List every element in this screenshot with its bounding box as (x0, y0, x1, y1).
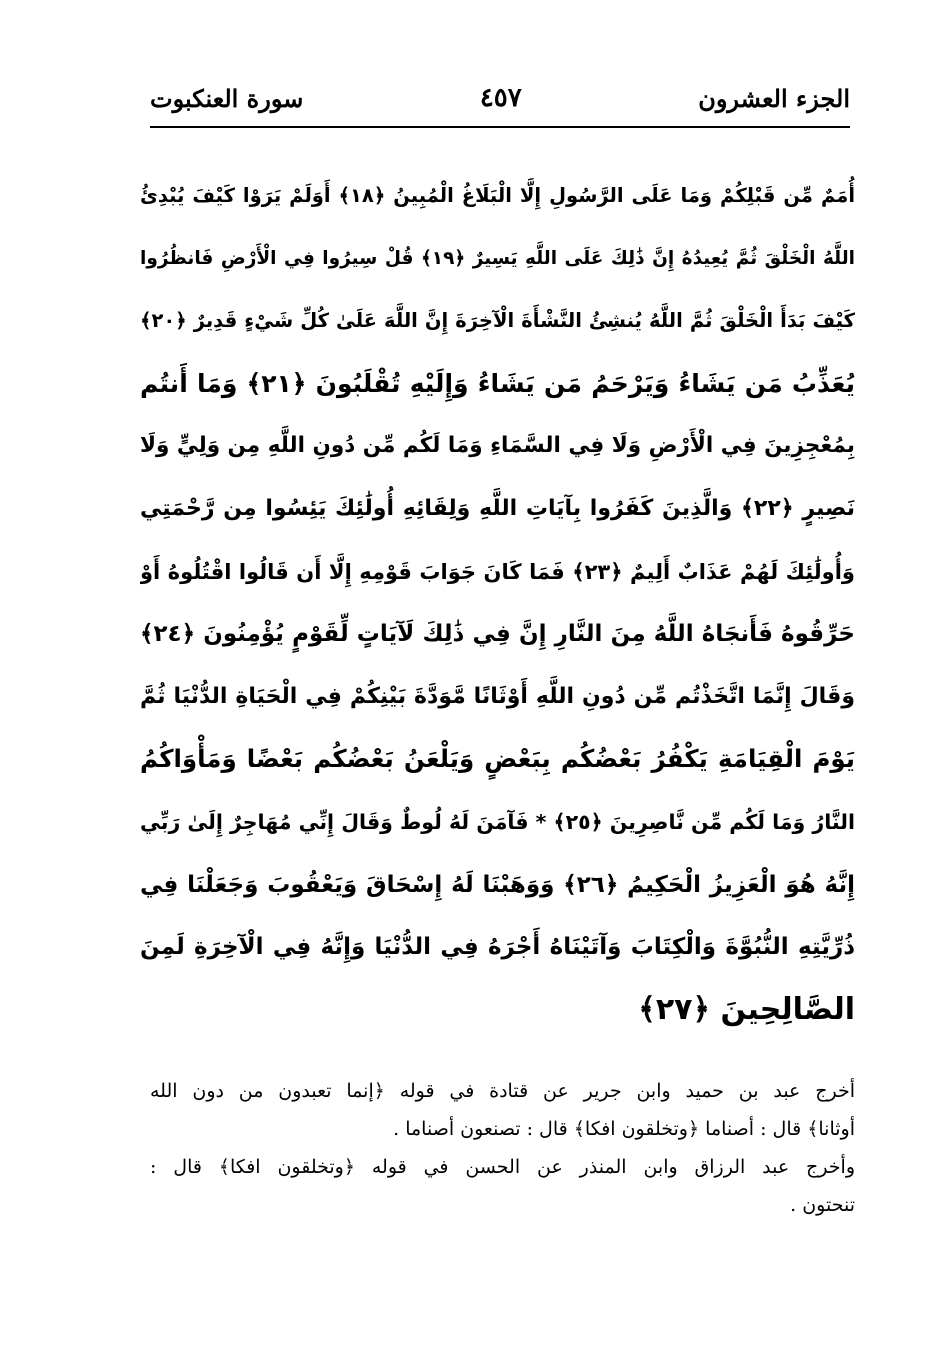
quran-line: يُعَذِّبُ مَن يَشَاءُ وَيَرْحَمُ مَن يَشَاءُ وَإِلَيْهِ تُقْلَبُونَ ﴿٢١﴾ وَمَا أَنتُم (140, 368, 855, 398)
quran-line: حَرِّقُوهُ فَأَنجَاهُ اللَّهُ مِنَ النَّارِ إِنَّ فِي ذَٰلِكَ لَآيَاتٍ لِّقَوْمٍ يُؤْمِنُونَ ﴿٢٤﴾ (140, 621, 855, 648)
juz-title: الجزء العشرون (698, 83, 850, 113)
quran-line: وَأُولَٰئِكَ لَهُمْ عَذَابٌ أَلِيمٌ ﴿٢٣﴾ فَمَا كَانَ جَوَابَ قَوْمِهِ إِلَّا أَن قَالُوا اقْتُلُوهُ أَوْ (140, 559, 855, 584)
quran-line: الصَّالِحِينَ ﴿٢٧﴾ (638, 991, 855, 1027)
page-header (150, 78, 850, 118)
footnote-line: وأخرج عبد الرزاق وابن المنذر عن الحسن في قوله ﴿وتخلقون افكا﴾ قال : (150, 1156, 855, 1178)
footnote-line: تنحتون . (790, 1194, 855, 1216)
tafsir-footnotes (150, 1072, 855, 1224)
page-number: ٤٥٧ (479, 83, 522, 113)
quran-line: يَوْمَ الْقِيَامَةِ يَكْفُرُ بَعْضُكُم بِبَعْضٍ وَيَلْعَنُ بَعْضُكُم بَعْضًا وَمَأْوَاكُمُ (140, 744, 855, 774)
quran-line: أُمَمٌ مِّن قَبْلِكُمْ وَمَا عَلَى الرَّسُولِ إِلَّا الْبَلَاغُ الْمُبِينُ ﴿١٨﴾ أَوَلَمْ يَرَوْا كَيْفَ يُبْدِئُ (140, 184, 855, 207)
surah-title: سورة العنكبوت (150, 83, 304, 113)
quran-line: إِنَّهُ هُوَ الْعَزِيزُ الْحَكِيمُ ﴿٢٦﴾ وَوَهَبْنَا لَهُ إِسْحَاقَ وَيَعْقُوبَ وَجَعَلْنَا فِي (140, 871, 855, 898)
quran-text (140, 165, 855, 1041)
quran-line: ذُرِّيَّتِهِ النُّبُوَّةَ وَالْكِتَابَ وَآتَيْنَاهُ أَجْرَهُ فِي الدُّنْيَا وَإِنَّهُ فِي الْآخِرَةِ لَمِنَ (140, 934, 855, 961)
quran-line: وَقَالَ إِنَّمَا اتَّخَذْتُم مِّن دُونِ اللَّهِ أَوْثَانًا مَّوَدَّةَ بَيْنِكُمْ فِي الْحَيَاةِ الدُّنْيَا ثُمَّ (140, 683, 855, 709)
header-divider (150, 126, 850, 128)
quran-line: كَيْفَ بَدَأَ الْخَلْقَ ثُمَّ اللَّهُ يُنشِئُ النَّشْأَةَ الْآخِرَةَ إِنَّ اللَّهَ عَلَىٰ كُلِّ شَيْءٍ قَدِيرٌ ﴿٢٠﴾ (140, 309, 855, 333)
footnote-line: أخرج عبد بن حميد وابن جرير عن قتادة في قوله ﴿إنما تعبدون من دون الله (150, 1080, 855, 1102)
quran-line: بِمُعْجِزِينَ فِي الْأَرْضِ وَلَا فِي السَّمَاءِ وَمَا لَكُم مِّن دُونِ اللَّهِ مِن وَلِيٍّ وَلَا (140, 433, 855, 459)
quran-line: نَصِيرٍ ﴿٢٢﴾ وَالَّذِينَ كَفَرُوا بِآيَاتِ اللَّهِ وَلِقَائِهِ أُولَٰئِكَ يَئِسُوا مِن رَّحْمَتِي (140, 495, 855, 521)
quran-line: النَّارُ وَمَا لَكُم مِّن نَّاصِرِينَ ﴿٢٥﴾ * فَآمَنَ لَهُ لُوطٌ وَقَالَ إِنِّي مُهَاجِرٌ إِلَىٰ رَبِّي (140, 809, 855, 834)
quran-line: اللَّهُ الْخَلْقَ ثُمَّ يُعِيدُهُ إِنَّ ذَٰلِكَ عَلَى اللَّهِ يَسِيرٌ ﴿١٩﴾ قُلْ سِيرُوا فِي الْأَرْضِ فَانظُرُوا (140, 247, 855, 269)
footnote-line: أوثانا﴾ قال : أصناما ﴿وتخلقون افكا﴾ قال : تصنعون أصناما . (393, 1118, 855, 1140)
